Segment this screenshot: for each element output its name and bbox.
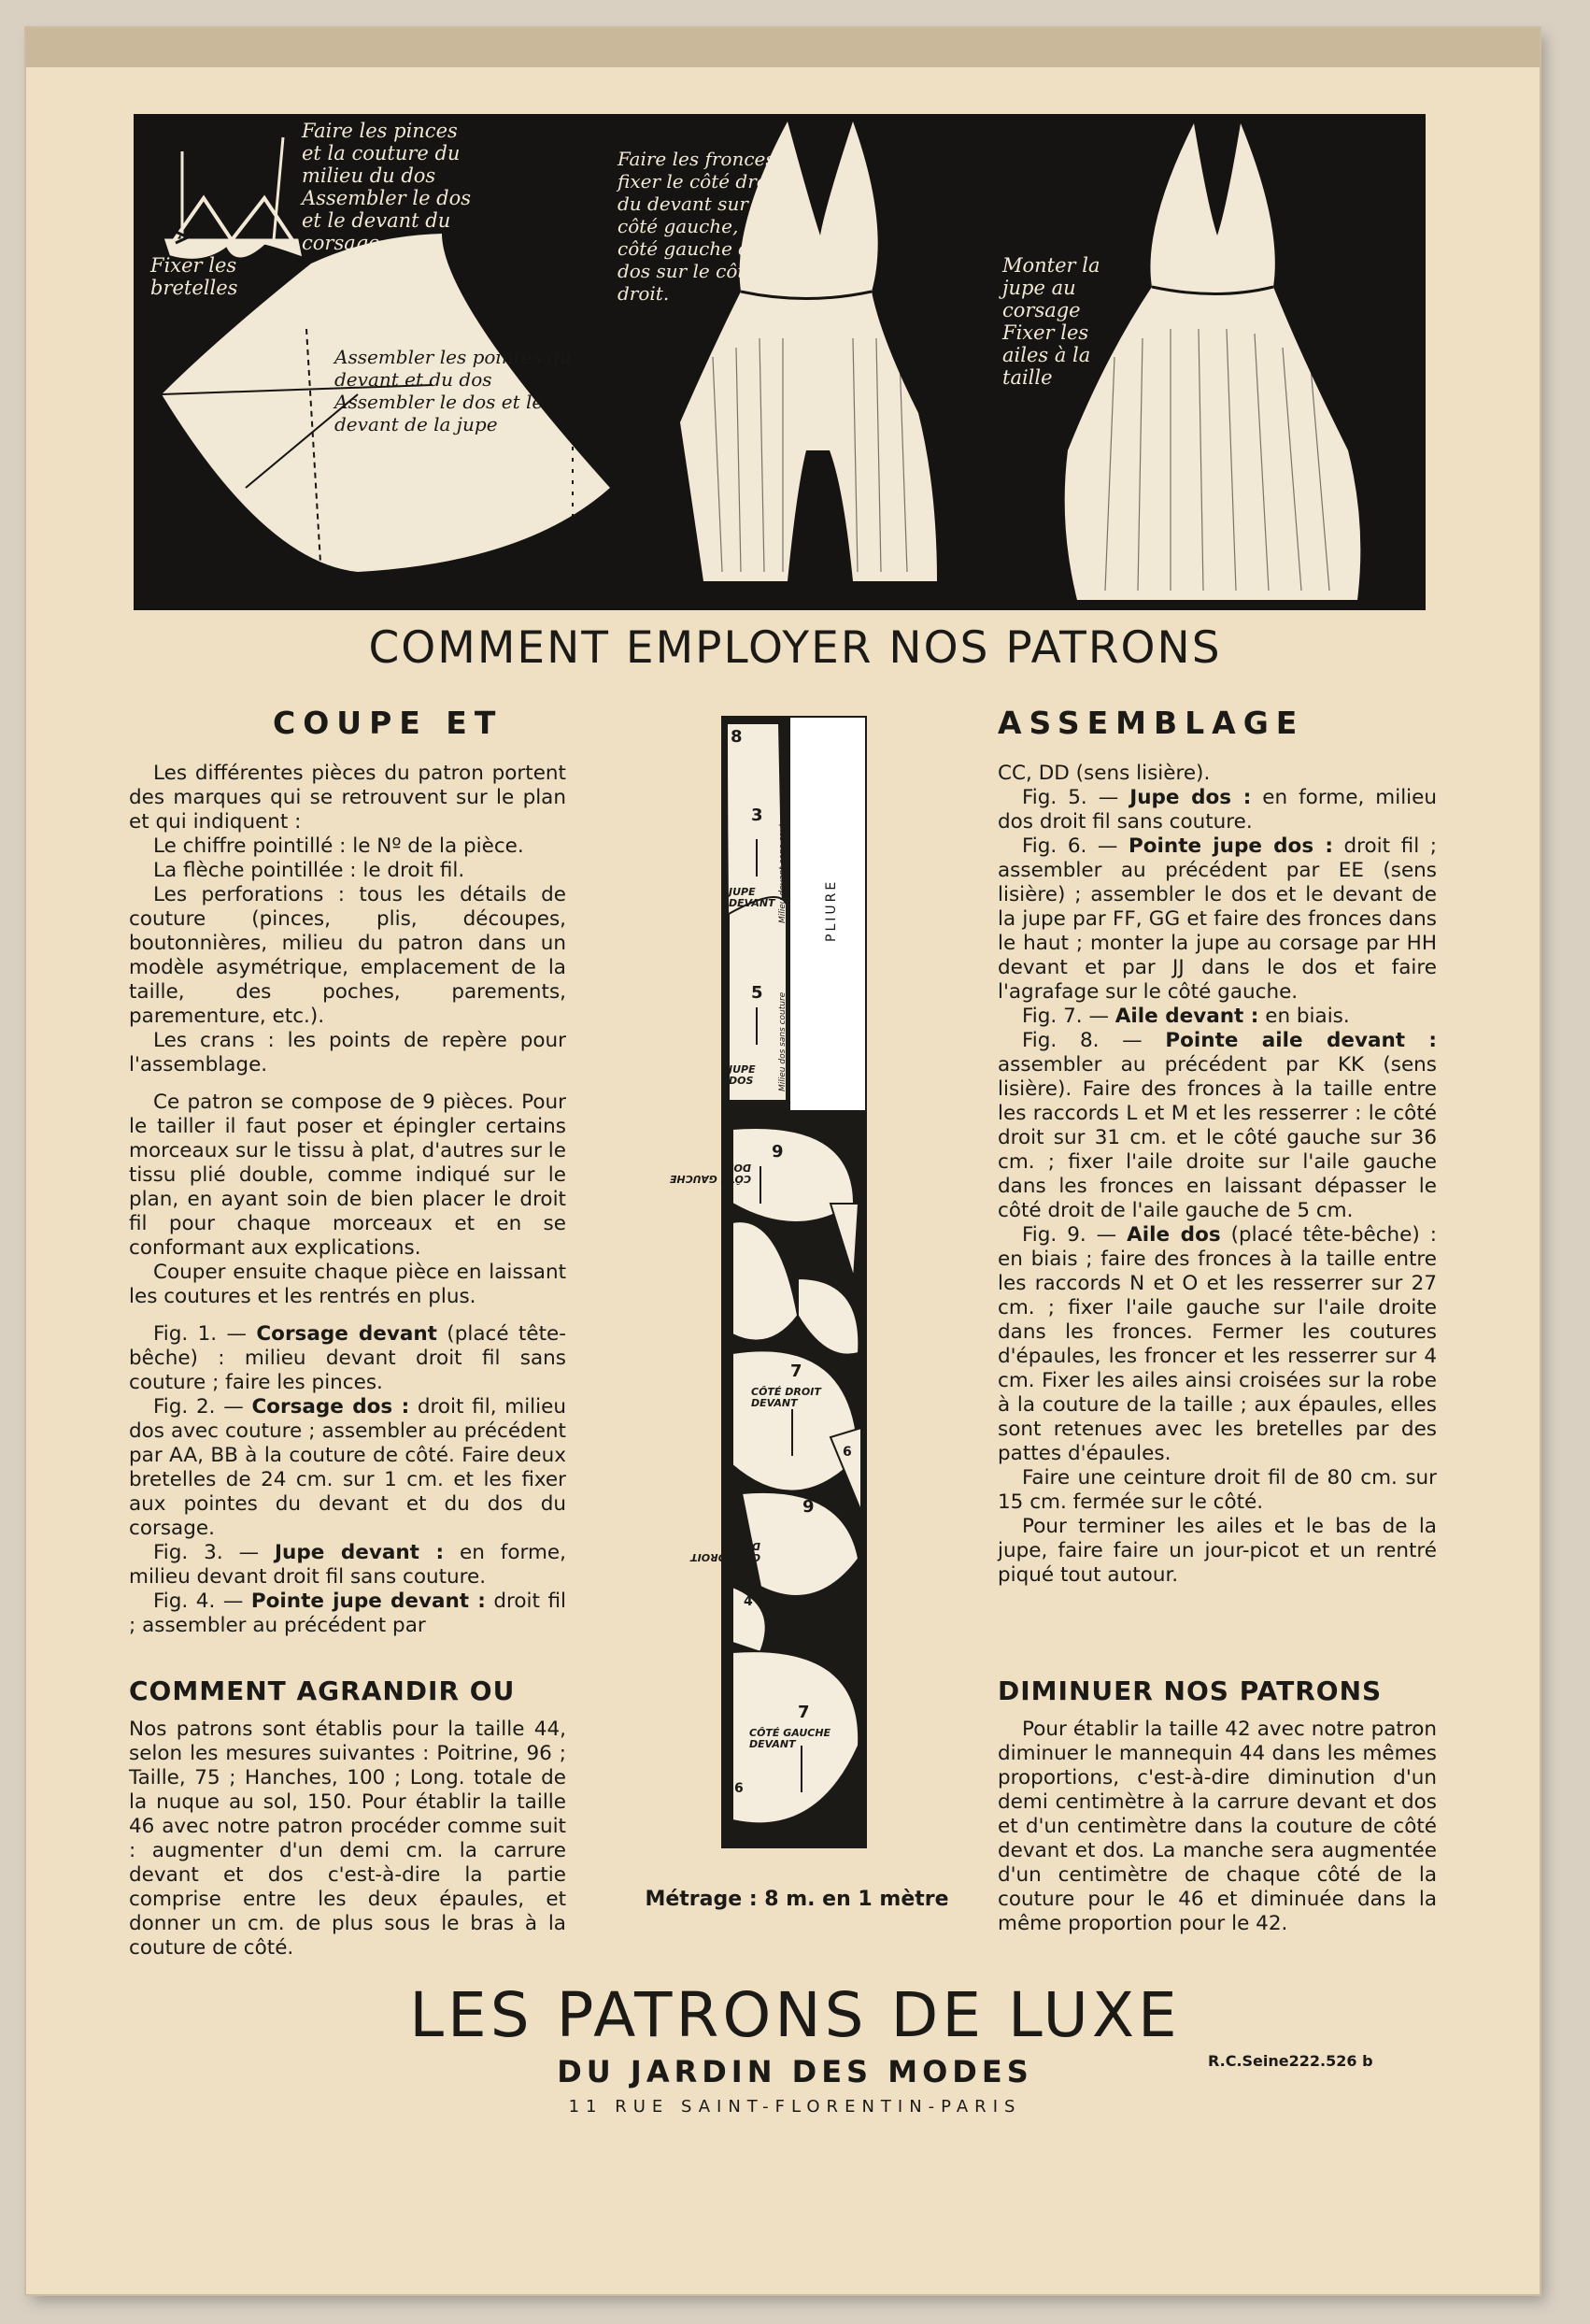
cutting-layout-diagram — [669, 718, 865, 1846]
label-text: JUPE — [729, 886, 756, 898]
fig-title: Aile devant : — [1114, 1005, 1259, 1028]
piece-number: 9 — [802, 1497, 815, 1517]
note-skirt-assembly: Assembler les pointes du devant et du dos Assembler le dos et le devant de la jupe — [334, 346, 572, 435]
paragraph: Les crans : les points de repère pour l'assemblage. — [129, 1029, 566, 1076]
fold-label: PLIURE — [824, 878, 839, 942]
piece-number: 7 — [790, 1362, 802, 1381]
brand-address: 11 RUE SAINT-FLORENTIN-PARIS — [568, 2097, 1022, 2117]
fig-text: droit fil, milieu dos avec couture ; assembler au précédent par AA, BB à la couture de côté. Faire deux bretelles de 24 cm. sur 1 cm. et les fixer aux pointes du devant et du dos du corsage. — [129, 1395, 566, 1540]
paragraph: La flèche pointillée : le droit fil. — [153, 859, 465, 882]
fig-label: Fig. 8. — — [1022, 1029, 1166, 1052]
fig-title: Pointe jupe dos : — [1129, 834, 1333, 858]
fig-label: Fig. 4. — — [153, 1590, 251, 1613]
fig-title: Corsage devant — [256, 1322, 437, 1346]
bodice-drawing — [166, 137, 300, 257]
right-heading: ASSEMBLAGE — [998, 705, 1305, 741]
piece-number: 6 — [843, 1445, 852, 1460]
label-text-line: DOS — [726, 1162, 751, 1174]
registration-number: R.C.Seine222.526 b — [1208, 2052, 1373, 2070]
note-attach-skirt: Monter la jupe au corsage Fixer les ailes à la taille — [1002, 254, 1100, 389]
fig-4-instructions — [129, 1590, 566, 1638]
fig-9-instructions — [998, 1223, 1437, 1466]
piece-number: 3 — [751, 806, 763, 825]
fig-label: Fig. 6. — — [1022, 834, 1129, 858]
piece-number: 8 — [731, 727, 743, 747]
fig-label: Fig. 2. — — [153, 1395, 252, 1419]
piece-number: 1 — [736, 1529, 745, 1544]
paragraph: Ce patron se compose de 9 pièces. Pour le tailler il faut poser et épingler certains morceaux sur le tissu à plat, d'autres sur le tissu plié double, comme indiqué sur le plan, en ayant soin de bien placer le droit fil pour chaque morceaux et en se conformant aux explications. — [129, 1091, 566, 1260]
finished-gown-drawing — [1065, 123, 1361, 600]
piece-number: 4 — [744, 1594, 753, 1609]
label-text-line: DEVANT — [749, 1738, 796, 1750]
label-text: JUPE — [729, 1063, 756, 1076]
page-title: COMMENT EMPLOYER NOS PATRONS — [368, 622, 1222, 674]
fig-text: droit fil ; assembler au précédent par EE (sens lisière) ; assembler le dos et le devant de la jupe par FF, GG et faire des fronces dans le haut ; monter la jupe au corsage par HH devant et par JJ dans le dos et faire l'agrafage sur le côté gauche. — [998, 834, 1437, 1004]
paragraph: Pour terminer les ailes et le bas de la jupe, faire faire un jour-picot et un rentré piqué tout autour. — [998, 1515, 1437, 1587]
right-column-text — [998, 762, 1437, 1588]
note-gathers: Faire les fronces, fixer le côté droit du devant sur le côté gauche, et le côté gauche du dos sur le côté droit. — [618, 148, 787, 305]
fig-6-instructions — [998, 834, 1437, 1005]
resize-heading-left: COMMENT AGRANDIR OU — [129, 1675, 516, 1706]
resize-heading-right: DIMINUER NOS PATRONS — [998, 1675, 1383, 1706]
fig-label: Fig. 7. — — [1022, 1005, 1115, 1028]
label-text: CÔTÉ DROIT — [690, 1551, 760, 1563]
envelope-top-flap — [26, 28, 1540, 67]
label-text-line: DEVANT — [751, 1397, 798, 1409]
assembly-illustration-banner — [134, 114, 1426, 610]
fig-text: en forme, milieu devant droit fil sans couture. — [129, 1541, 566, 1589]
paragraph: Faire une ceinture droit fil de 80 cm. sur 15 cm. fermée sur le côté. — [998, 1466, 1437, 1514]
fig-title: Jupe devant : — [275, 1541, 445, 1564]
fig-label: Fig. 9. — — [1022, 1223, 1128, 1247]
resize-right-text — [998, 1718, 1437, 1936]
label-text-line: DOS — [729, 1075, 754, 1087]
paragraph: Le chiffre pointillé : le Nº de la pièce. — [153, 834, 524, 858]
paragraph: Les différentes pièces du patron portent des marques qui se retrouvent sur le plan et qui indiquent : — [129, 762, 566, 834]
fig-text: en forme, milieu dos droit fil sans couture. — [998, 786, 1437, 834]
fig-title: Aile dos — [1127, 1223, 1221, 1247]
fig-label: Fig. 5. — — [1022, 786, 1130, 809]
fig-text: droit fil ; assembler au précédent par — [129, 1590, 567, 1637]
label-text: CÔTÉ DROIT — [751, 1386, 821, 1398]
fig-text: (placé tête-bêche) : milieu devant droit fil sans couture ; faire les pinces. — [129, 1322, 566, 1394]
fig-3-instructions — [129, 1541, 566, 1590]
left-column-text — [129, 762, 566, 1638]
resize-left-text — [129, 1718, 566, 1960]
fig-title: Pointe aile devant : — [1165, 1029, 1437, 1052]
left-heading: COUPE ET — [273, 705, 504, 741]
brand-name: LES PATRONS DE LUXE — [409, 1979, 1181, 2051]
label-text-line: DOS — [735, 1540, 760, 1552]
note-straps: Fixer les bretelles — [150, 254, 238, 299]
fabric-yardage: Métrage : 8 m. en 1 mètre — [645, 1888, 949, 1911]
piece-number: 2 — [841, 1136, 850, 1151]
fig-2-instructions — [129, 1395, 566, 1541]
piece-number: 7 — [798, 1703, 810, 1722]
fig-text: assembler au précédent par KK (sens lisière). Faire des fronces à la taille entre les raccords L et M et les resserrer : le côté droit sur 31 cm. et le côté gauche sur 36 cm. ; fixer l'aile droite sur l'aile gauche dans les fronces en laissant dépasser le côté droit de l'aile gauche de 5 cm. — [998, 1053, 1437, 1222]
brand-subtitle: DU JARDIN DES MODES — [557, 2054, 1033, 2089]
fig-title: Corsage dos : — [251, 1395, 410, 1419]
label-text: CÔTÉ GAUCHE — [749, 1727, 831, 1739]
fig-8-instructions — [998, 1029, 1437, 1223]
piece-number: 9 — [772, 1142, 784, 1162]
fig-title: Pointe jupe devant : — [250, 1590, 486, 1613]
fig-title: Jupe dos : — [1129, 786, 1252, 809]
paragraph: CC, DD (sens lisière). — [998, 762, 1211, 785]
fig-5-instructions — [998, 786, 1437, 834]
paragraph: Nos patrons sont établis pour la taille 44, selon les mesures suivantes : Poitrine, 96 ; Taille, 75 ; Hanches, 100 ; Long. totale de la nuque au sol, 150. Pour établir la taille 46 avec notre patron procéder comme suit : augmenter d'un demi cm. la carrure devant et dos c'est-à-dire la partie comprise entre les deux épaules, et donner un cm. de plus sous le bras à la couture de côté. — [129, 1718, 566, 1960]
label-jupe-dos — [727, 1063, 756, 1087]
label-text-line: DEVANT — [729, 897, 775, 909]
fig-1-instructions — [129, 1322, 566, 1395]
label-text: CÔTÉ GAUCHE — [669, 1173, 751, 1185]
paragraph: Pour établir la taille 42 avec notre patron diminuer le mannequin 44 dans les mêmes proportions, c'est-à-dire diminution d'un demi centimètre à la carrure devant et dos et d'un centimètre dans la couture de côté devant et dos. La manche sera augmentée d'un centimètre de chaque côté de la couture pour le 46 et diminuée dans la même proportion pour le 42. — [998, 1718, 1437, 1935]
center-back-label: Milieu dos sans couture — [778, 991, 788, 1091]
fig-label: Fig. 1. — — [153, 1322, 257, 1346]
fig-label: Fig. 3. — — [153, 1541, 276, 1564]
piece-number: 6 — [734, 1781, 744, 1796]
center-front-label: Milieu devant sans couture — [778, 809, 788, 923]
paragraph: Couper ensuite chaque pièce en laissant les coutures et les rentrés en plus. — [129, 1261, 566, 1308]
fig-7-instructions — [998, 1005, 1437, 1029]
fig-text: (placé tête-bêche) : en biais ; faire des fronces à la taille entre les raccords N et O et les resserrer sur 27 cm. ; fixer l'aile gauche sur l'aile droite dans les fronces. Fermer les coutures d'épaules, les froncer et les resserrer sur 4 cm. Fixer les ailes ainsi croisées sur la robe à la couture de la taille ; aux épaules, elles sont retenues avec les bretelles par des pattes d'épaules. — [998, 1223, 1437, 1465]
piece-number: 5 — [751, 983, 763, 1003]
paragraph: Les perforations : tous les détails de couture (pinces, plis, découpes, boutonnières, milieu du patron dans un modèle asymétrique, emplacement de la taille, des poches, parements, parementure, etc.). — [129, 883, 566, 1028]
fig-text: en biais. — [1258, 1005, 1350, 1028]
note-darts-assembly: Faire les pinces et la couture du milieu du dos Assembler le dos et le devant du corsage — [302, 120, 472, 254]
